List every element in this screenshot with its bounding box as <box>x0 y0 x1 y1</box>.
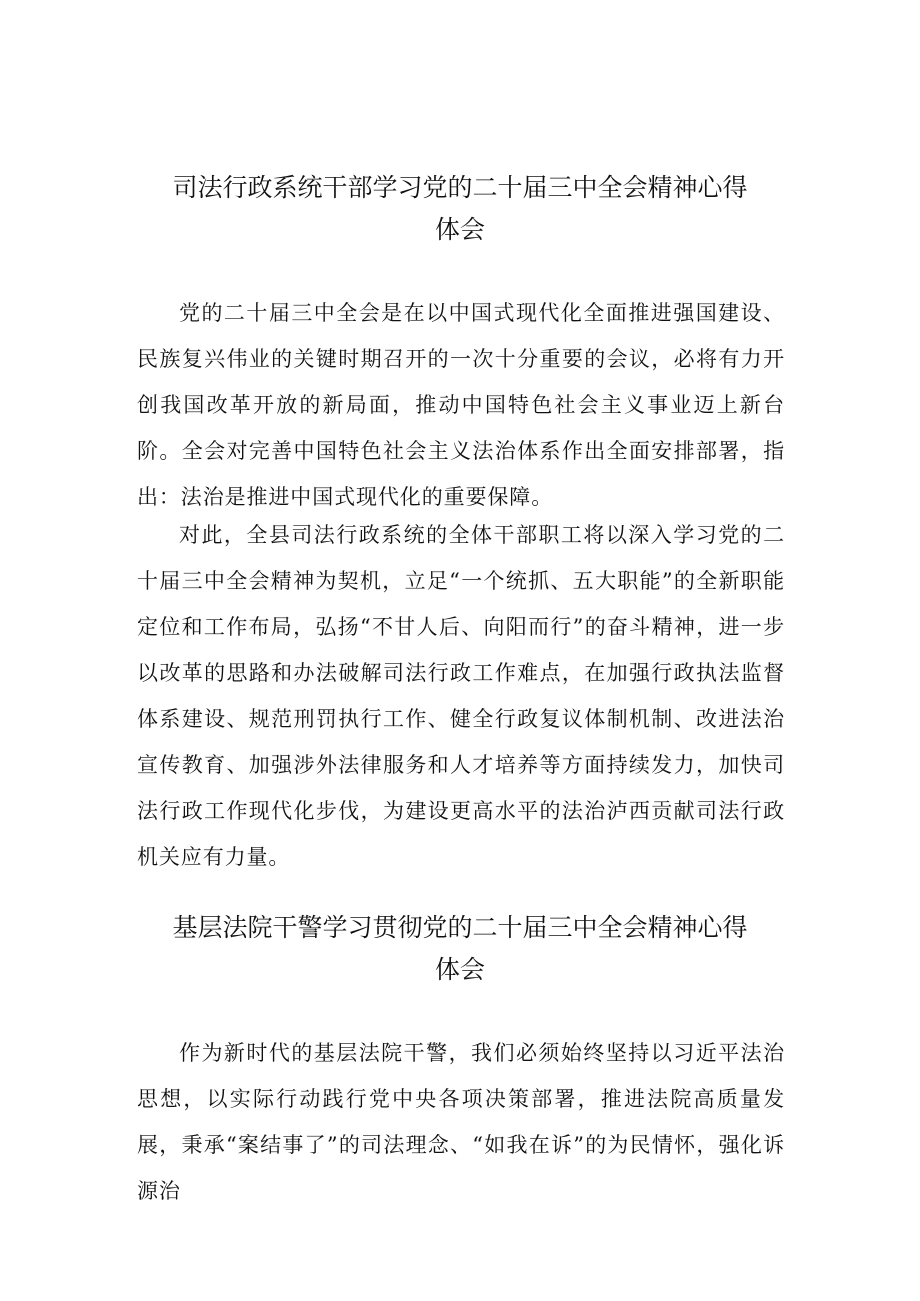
section-1-paragraph-1: 党的二十届三中全会是在以中国式现代化全面推进强国建设、民族复兴伟业的关键时期召开的一次十分重要的会议，必将有力开创我国改革开放的新局面，推动中国特色社会主义事业迈上新台阶。全会对完善中国特色社会主义法治体系作出全面安排部署，指出：法治是推进中国式现代化的重要保障。 <box>137 301 785 509</box>
section-2-paragraph-1: 作为新时代的基层法院干警，我们必须始终坚持以习近平法治思想，以实际行动践行党中央各项决策部署，推进法院高质量发展，秉承“案结事了”的司法理念、“如我在诉”的为民情怀，强化诉源治 <box>137 1041 785 1203</box>
section-title-1-line-2: 体会 <box>434 215 485 244</box>
section-1-paragraph-2: 对此，全县司法行政系统的全体干部职工将以深入学习党的二十届三中全会精神为契机，立足“一个统抓、五大职能”的全新职能定位和工作布局，弘扬“不甘人后、向阳而行”的奋斗精神，进一步以改革的思路和办法破解司法行政工作难点，在加强行政执法监督体系建设、规范刑罚执行工作、健全行政复议体制机制、改进法治宣传教育、加强涉外法律服务和人才培养等方面持续发力，加快司法行政工作现代化步伐，为建设更高水平的法治泸西贡献司法行政机关应有力量。 <box>137 523 785 869</box>
section-title-1-line-1: 司法行政系统干部学习党的二十届三中全会精神心得 <box>172 173 748 202</box>
section-title-2-line-2: 体会 <box>434 955 485 984</box>
section-title-1 <box>140 167 780 251</box>
section-title-2-line-1: 基层法院干警学习贯彻党的二十届三中全会精神心得 <box>172 913 748 942</box>
section-title-2 <box>140 907 780 991</box>
